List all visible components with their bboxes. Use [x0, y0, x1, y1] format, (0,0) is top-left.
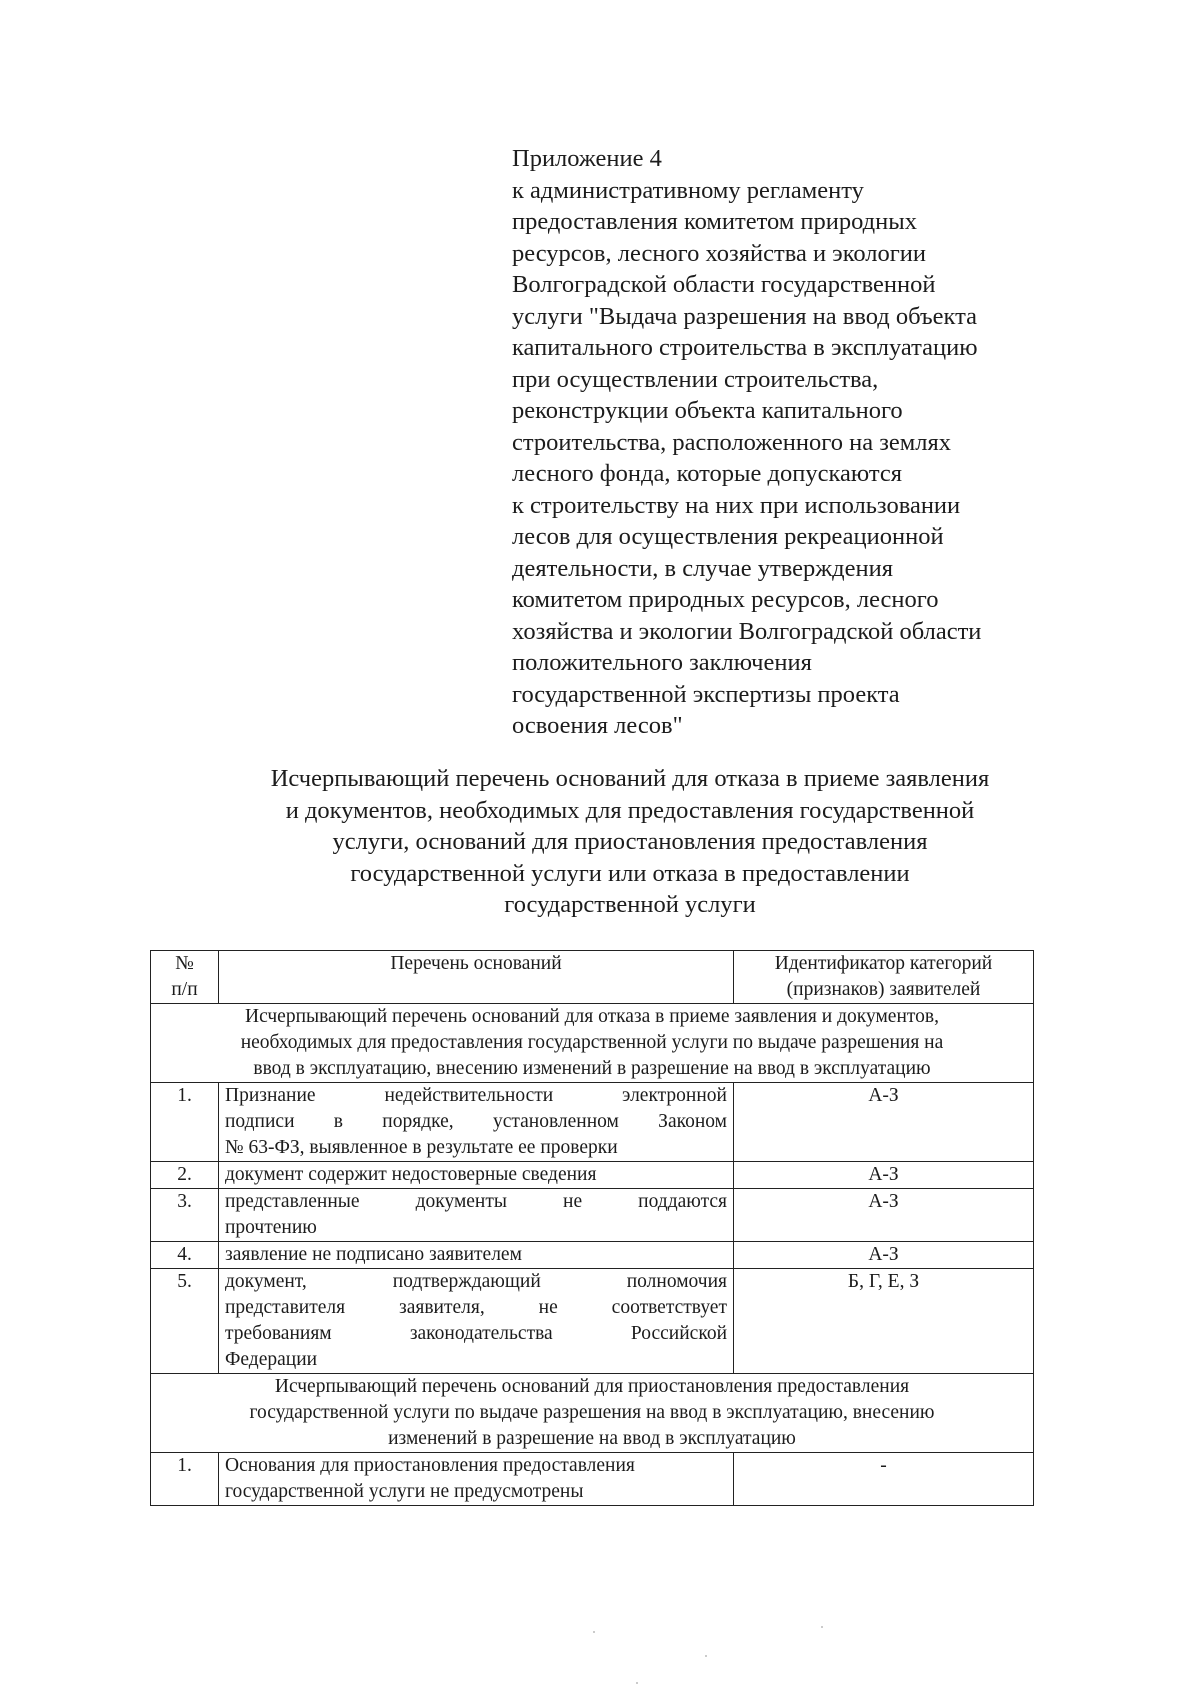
appendix-line: строительства, расположенного на землях [512, 428, 952, 456]
appendix-line: ресурсов, лесного хозяйства и экологии [512, 239, 927, 267]
appendix-line: лесов для осуществления рекреационной [512, 523, 944, 550]
section-line: ввод в эксплуатацию, внесению изменений в разрешение на ввод в эксплуатацию [253, 1058, 931, 1079]
section-row [151, 1004, 1034, 1083]
row-ground-line: подписи в порядке, установленном Законом [225, 1111, 727, 1132]
appendix-line: Волгоградской области государственной [512, 271, 936, 298]
section-heading-refusal [151, 1004, 1034, 1083]
row-applicant-code: А-З [734, 1162, 1034, 1189]
row-ground-line: Федерации [225, 1349, 318, 1370]
row-number: 3. [151, 1189, 219, 1242]
heading-line: Исчерпывающий перечень оснований для отказа в приеме заявления [270, 765, 990, 792]
scan-speck [705, 1655, 707, 1657]
section-line: Исчерпывающий перечень оснований для отказа в приеме заявления и документов, [245, 1006, 939, 1027]
row-ground-line: государственной услуги не предусмотрены [225, 1481, 584, 1502]
row-number: 1. [151, 1083, 219, 1162]
section-line: изменений в разрешение на ввод в эксплуатацию [388, 1428, 796, 1449]
appendix-line: предоставления комитетом природных [512, 208, 917, 235]
row-ground [219, 1269, 734, 1374]
row-ground [219, 1083, 734, 1162]
appendix-line: хозяйства и экологии Волгоградской области [512, 617, 982, 645]
row-number: 2. [151, 1162, 219, 1189]
header-identifier-line: (признаков) заявителей [786, 979, 981, 1000]
scan-speck [821, 1626, 823, 1628]
appendix-line: реконструкции объекта капитального [512, 397, 903, 424]
scan-speck [636, 1682, 638, 1684]
row-applicant-code: А-З [734, 1242, 1034, 1269]
page-heading [200, 763, 1060, 921]
row-ground-line: № 63-ФЗ, выявленное в результате ее проверки [225, 1137, 618, 1158]
row-ground-line: требованиям законодательства Российской [225, 1323, 727, 1344]
row-ground-line: документ содержит недостоверные сведения [225, 1164, 597, 1185]
appendix-line: услуги "Выдача разрешения на ввод объекта [512, 302, 977, 330]
table-row [151, 1269, 1034, 1374]
header-number-line: № [175, 953, 194, 974]
appendix-line: положительного заключения [512, 649, 812, 676]
section-heading-suspension [151, 1374, 1034, 1453]
heading-line: услуги, оснований для приостановления предоставления [332, 828, 928, 855]
table-row [151, 1083, 1034, 1162]
row-ground-line: представленные документы не поддаются [225, 1191, 727, 1212]
table-header-row [151, 951, 1034, 1004]
scan-speck [593, 1631, 595, 1633]
row-ground-line: Признание недействительности электронной [225, 1085, 727, 1106]
header-identifier [734, 951, 1034, 1004]
appendix-line: при осуществлении строительства, [512, 365, 879, 393]
table-row [151, 1189, 1034, 1242]
row-applicant-code: Б, Г, Е, З [734, 1269, 1034, 1374]
row-ground-line: документ, подтверждающий полномочия [225, 1271, 727, 1292]
section-line: государственной услуги по выдаче разрешения на ввод в эксплуатацию, внесению [249, 1402, 935, 1423]
row-applicant-code: А-З [734, 1189, 1034, 1242]
row-ground [219, 1242, 734, 1269]
heading-line: государственной услуги [504, 891, 756, 918]
appendix-line: к административному регламенту [512, 176, 864, 204]
section-line: Исчерпывающий перечень оснований для приостановления предоставления [274, 1376, 910, 1397]
row-ground-line: заявление не подписано заявителем [225, 1244, 522, 1265]
section-row [151, 1374, 1034, 1453]
row-applicant-code: А-З [734, 1083, 1034, 1162]
section-line: необходимых для предоставления государственной услуги по выдаче разрешения на [240, 1032, 944, 1053]
row-ground-line: прочтению [225, 1217, 317, 1238]
row-ground-line: представителя заявителя, не соответствует [225, 1297, 727, 1318]
header-grounds-list: Перечень оснований [219, 951, 734, 1004]
header-identifier-line: Идентификатор категорий [774, 953, 993, 974]
row-applicant-code: - [734, 1453, 1034, 1506]
row-ground [219, 1189, 734, 1242]
appendix-line: государственной экспертизы проекта [512, 680, 900, 708]
appendix-title: Приложение 4 [512, 145, 662, 172]
header-number-line: п/п [171, 979, 198, 1000]
appendix-line: деятельности, в случае утверждения [512, 554, 894, 582]
table-row [151, 1453, 1034, 1506]
heading-line: государственной услуги или отказа в предоставлении [350, 859, 910, 887]
appendix-line: освоения лесов" [512, 712, 683, 739]
appendix-block [512, 143, 1072, 742]
row-ground [219, 1453, 734, 1506]
row-number: 1. [151, 1453, 219, 1506]
heading-line: и документов, необходимых для предоставления государственной [285, 796, 975, 824]
table-row [151, 1242, 1034, 1269]
table-row [151, 1162, 1034, 1189]
row-ground-line: Основания для приостановления предоставления [225, 1455, 635, 1476]
grounds-table [150, 950, 1034, 1506]
appendix-line: лесного фонда, которые допускаются [512, 460, 903, 487]
header-number [151, 951, 219, 1004]
row-ground [219, 1162, 734, 1189]
appendix-line: капитального строительства в эксплуатацию [512, 334, 978, 361]
appendix-line: комитетом природных ресурсов, лесного [512, 586, 939, 613]
appendix-line: к строительству на них при использовании [512, 491, 961, 519]
row-number: 5. [151, 1269, 219, 1374]
row-number: 4. [151, 1242, 219, 1269]
